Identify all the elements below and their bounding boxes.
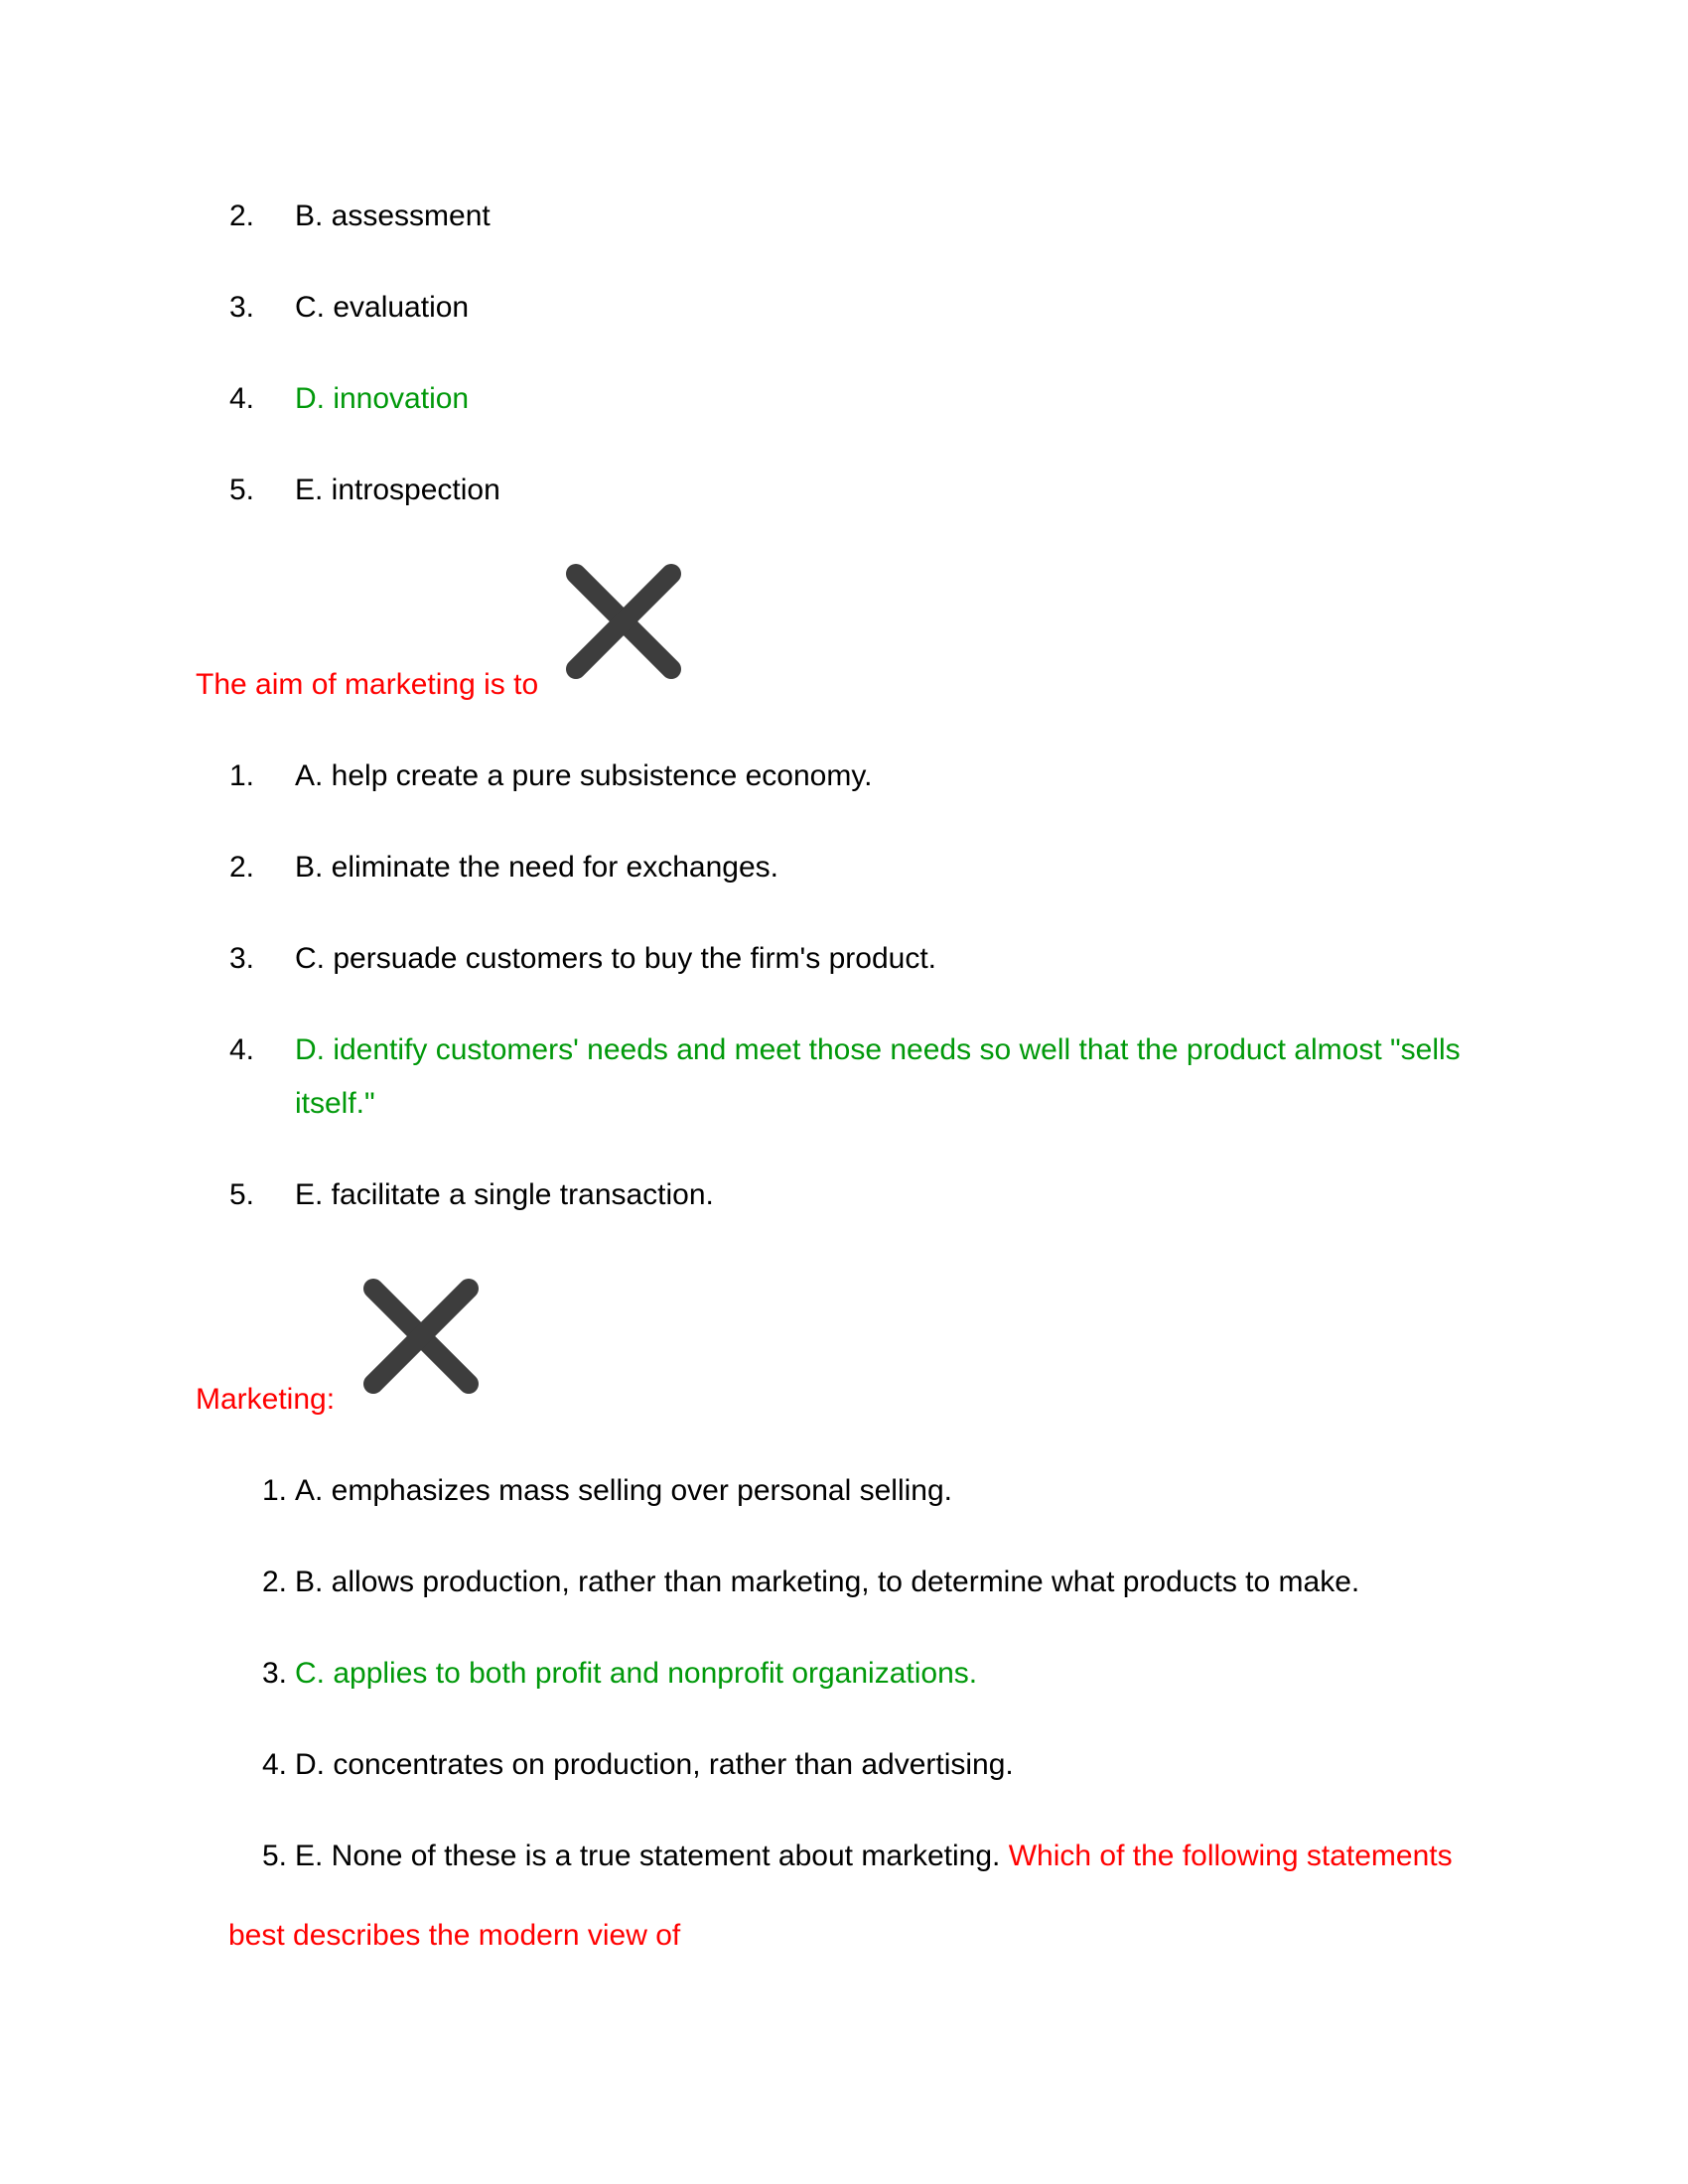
item-text: D. innovation (295, 382, 470, 415)
item-number: 3. (229, 291, 255, 324)
item-text: E. facilitate a single transaction. (295, 1178, 714, 1211)
item-number: 1. (262, 1474, 288, 1507)
item-number: 4. (229, 1033, 255, 1066)
item-text: B. allows production, rather than marketing, to determine what products to make. (295, 1566, 1360, 1598)
item-text: D. identify customers' needs and meet those needs so well that the product almost "sells (295, 1033, 1461, 1066)
item-text: A. emphasizes mass selling over personal selling. (295, 1474, 952, 1507)
item-text: E. None of these is a true statement about marketing. (295, 1840, 1001, 1872)
item-text: B. assessment (295, 200, 491, 232)
item-text: C. evaluation (295, 291, 470, 324)
item-number: 4. (229, 382, 255, 415)
item-number: 5. (229, 474, 255, 506)
item-number: 2. (229, 851, 255, 884)
item-number: 3. (262, 1657, 288, 1690)
next-question-continuation: best describes the modern view of (228, 1919, 681, 1952)
item-text: C. persuade customers to buy the firm's product. (295, 942, 937, 975)
x-mark-icon (556, 554, 691, 689)
item-text: C. applies to both profit and nonprofit organizations. (295, 1657, 978, 1690)
question-text: Marketing: (196, 1383, 336, 1416)
item-number: 5. (229, 1178, 255, 1211)
item-number: 4. (262, 1748, 288, 1781)
item-number: 2. (262, 1566, 288, 1598)
item-text: A. help create a pure subsistence economy. (295, 759, 873, 792)
item-text-continuation: itself." (295, 1087, 375, 1120)
item-number: 1. (229, 759, 255, 792)
item-number: 5. (262, 1840, 288, 1872)
item-text: E. introspection (295, 474, 500, 506)
item-text: B. eliminate the need for exchanges. (295, 851, 778, 884)
x-mark-icon (353, 1269, 489, 1404)
item-number: 2. (229, 200, 255, 232)
next-question-text: Which of the following statements (1008, 1840, 1453, 1872)
item-number: 3. (229, 942, 255, 975)
item-text: D. concentrates on production, rather than advertising. (295, 1748, 1014, 1781)
question-text: The aim of marketing is to (196, 668, 539, 701)
